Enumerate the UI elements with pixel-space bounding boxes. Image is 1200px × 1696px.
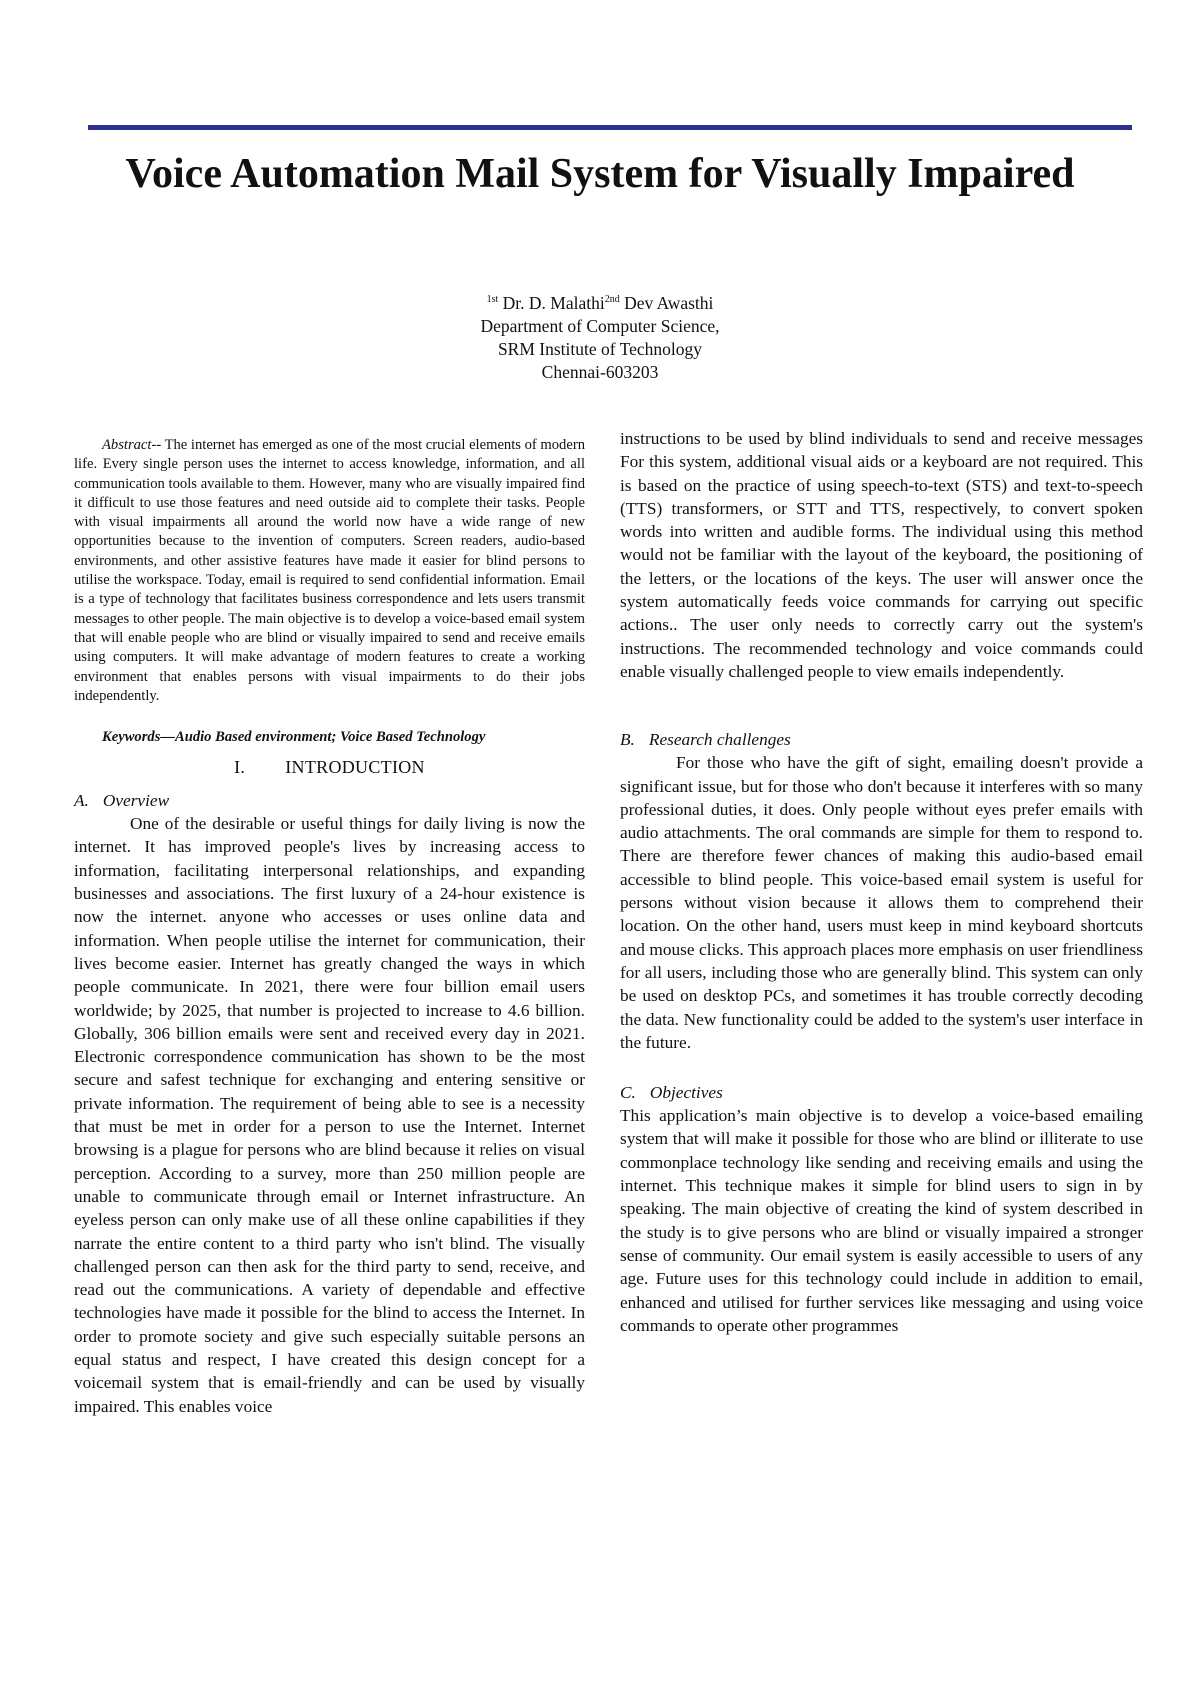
subsection-letter: C.	[620, 1083, 636, 1103]
objectives-paragraph: This application’s main objective is to develop a voice-based emailing system that will make it possible for those who are blind or illiterate to use commonplace technology like sending and receiving emails and using the internet. This technique makes it simple for blind users to sign in by speaking. The main objective of creating the kind of system described in the study is to give persons who are blind or visually impaired a stronger sense of community. Our email system is easily accessible to users of any age. Future uses for this technology could include in addition to email, enhanced and utilised for further services like messaging and using voice commands to operate other programmes	[620, 1106, 1143, 1335]
author-names	[300, 288, 900, 315]
abstract-label: Abstract	[102, 437, 152, 453]
subsection-title: Objectives	[649, 1083, 723, 1103]
author-institute: SRM Institute of Technology	[497, 338, 703, 359]
subsection-heading-research-challenges	[620, 729, 1143, 751]
section-heading-introduction	[74, 756, 585, 778]
subsection-letter: A.	[74, 791, 89, 811]
subsection-letter: B.	[620, 730, 635, 750]
subsection-heading-overview	[74, 790, 585, 812]
overview-paragraph: One of the desirable or useful things for daily living is now the internet. It has improved people's lives by increasing access to information, facilitating interpersonal relationships, and expanding businesses and associations. The first luxury of a 24-hour existence is now the internet. anyone who accesses or uses online data and information. When people utilise the internet for communication, their lives become easier. Internet has greatly changed the ways in which people communicate. In 2021, there were four billion email users worldwide; by 2025, that number is projected to increase to 4.6 billion. Globally, 306 billion emails were sent and received every day in 2021. Electronic correspondence communication has shown to be the most secure and safest technique for exchanging and entering sensitive or private information. The requirement of being able to see is a necessity that must be met in order for a person to use the Internet. Internet browsing is a plague for persons who are blind because it relies on visual perception. According to a survey, more than 250 million people are unable to communicate through email or Internet infrastructure. An eyeless person can only make use of all these online capabilities if they narrate the entire content to a third party who isn't blind. The visually challenged person can then ask for the third party to send, receive, and read out the communications. A variety of dependable and effective technologies have made it possible for the blind to access the Internet. In order to promote society and give such especially suitable persons an equal status and respect, I have created this design concept for a voicemail system that is email-friendly and can be used by visually impaired. This enables voice	[74, 814, 585, 1416]
section-title: INTRODUCTION	[285, 757, 425, 778]
author-department: Department of Computer Science,	[480, 315, 720, 336]
subsection-title: Research challenges	[648, 730, 791, 750]
section-number: I.	[234, 757, 246, 778]
research-challenges-paragraph: For those who have the gift of sight, emailing doesn't provide a significant issue, but for those who don't because it interferes with so many professional duties, it does. Only people without eyes prefer emails with audio attachments. The oral commands are simple for them to respond to. There are therefore fewer chances of making this audio-based email accessible to blind people. This voice-based email system is useful for persons without vision because it allows them to comprehend their location. On the other hand, users must keep in mind keyboard shortcuts and mouse clicks. This approach places more emphasis on user friendliness for all users, including those who are generally blind. This system can only be used on desktop PCs, and sometimes it has trouble correctly decoding the data. New functionality could be added to the system's user interface in the future.	[620, 753, 1143, 1052]
header-rule	[88, 125, 1132, 130]
left-column	[74, 436, 585, 1418]
subsection-heading-objectives	[620, 1082, 1143, 1104]
abstract-text: -- The internet has emerged as one of the most crucial elements of modern life. Every single person uses the internet to access knowledge, information, and all communication tools available to them. However, many who are visually impaired find it difficult to use those features and need outside aid to complete their tasks. People with visual impairments all around the world now have a wide range of new opportunities because to the invention of computers. Screen readers, audio-based environments, and other assistive features have made it easier for blind persons to utilise the workspace. Today, email is required to send confidential information. Email is a type of technology that facilitates business correspondence and lets users transmit messages to other people. The main objective is to develop a voice-based email system that will enable people who are blind or visually impaired to send and receive emails using computers. It will make advantage of modern features to create a working environment that enables persons with visual impairments to do their jobs independently.	[74, 437, 585, 704]
abstract	[74, 436, 585, 706]
paper-title: Voice Automation Mail System for Visually Impaired	[125, 151, 1075, 197]
subsection-title: Overview	[102, 791, 170, 811]
author-city: Chennai-603203	[541, 361, 659, 382]
overview-paragraph-continued: instructions to be used by blind individuals to send and receive messages For this system, additional visual aids or a keyboard are not required. This is based on the practice of using speech-to-text (STS) and text-to-speech (TTS) transformers, or STT and TTS, respectively, to convert spoken words into written and audible forms. The individual using this method would not be familiar with the layout of the keyboard, the positioning of the letters, or the locations of the keys. The user will answer once the system automatically feeds voice commands for carrying out specific actions.. The user only needs to correctly carry out the system's instructions. The recommended technology and voice commands could enable visually challenged people to view emails independently.	[620, 429, 1143, 681]
author1-name: Dr. D. Malathi	[498, 292, 605, 313]
keywords: Keywords—Audio Based environment; Voice Based Technology	[102, 729, 486, 746]
right-column	[620, 427, 1143, 1337]
author1-ordinal: 1st	[486, 294, 499, 305]
author-block	[300, 288, 900, 384]
author2-ordinal: 2nd	[604, 294, 620, 305]
author2-name: Dev Awasthi	[619, 292, 714, 313]
